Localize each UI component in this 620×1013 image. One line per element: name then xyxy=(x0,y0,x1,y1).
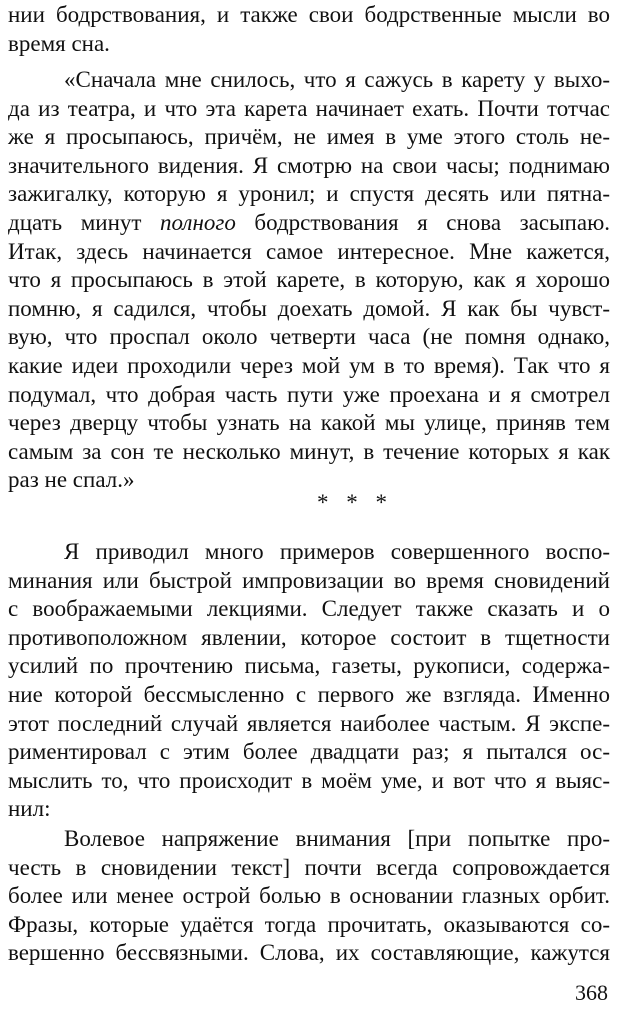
text-line: Волевое напряжение внимания [при попытке про- xyxy=(64,826,610,851)
text-line: Итак, здесь начинается самое интересное. Мне кажется, xyxy=(8,238,610,264)
text-line: вершенно бессвязными. Слова, их составляющие, кажутся xyxy=(8,940,610,966)
text-line: какие идеи проходили через мой ум в то время). Так что я xyxy=(8,352,610,378)
text-line: значительного видения. Я смотрю на свои часы; поднимаю xyxy=(8,152,610,178)
paragraph-examples xyxy=(8,538,610,824)
text-line: Я приводил много примеров совершенного воспо- xyxy=(64,539,610,564)
text-line: ние которой бессмысленно с первого же взгляда. Именно xyxy=(8,681,610,707)
text-line: что я просыпаюсь в этой карете, в которую, как я хорошо xyxy=(8,267,610,293)
text-line: нии бодрствования, и также свои бодрственные мысли во xyxy=(8,2,610,27)
section-separator: * * * xyxy=(317,490,393,515)
text-line: помню, я садился, чтобы доехать домой. Я как бы чувст- xyxy=(8,295,610,321)
text-line: риментировал с этим более двадцати раз; я пытался ос- xyxy=(8,739,610,765)
text-line: раз не спал.» xyxy=(8,467,135,493)
paragraph-quote-dream xyxy=(8,66,610,495)
text-line: этот последний случай является наиболее частым. Я экспе- xyxy=(8,710,610,736)
text-line: более или менее острой болью в основании глазных орбит. xyxy=(8,883,610,909)
text-line: с воображаемыми лекциями. Следует также сказать и о xyxy=(8,596,610,622)
text-line: зажигалку, которую я уронил; и спустя десять или пятна- xyxy=(8,181,610,207)
text-line: мыслить то, что происходит в моём уме, и вот что я выяс- xyxy=(8,767,610,793)
text-line: нил: xyxy=(8,796,51,822)
text-line: через дверцу чтобы узнать на какой мы улице, приняв тем xyxy=(8,410,610,436)
text-line: вую, что проспал около четверти часа (не помня однако, xyxy=(8,324,610,350)
text-line: подумал, что добрая часть пути уже проехана и я смотрел xyxy=(8,381,610,407)
text-line: самым за сон те несколько минут, в течение которых я как xyxy=(8,438,610,464)
text-line: же я просыпаюсь, причём, не имея в уме этого столь не- xyxy=(8,124,610,150)
text-line: время сна. xyxy=(8,30,110,56)
text-line: противоположном явлении, которое состоит в тщетности xyxy=(8,624,610,650)
text-line: Фразы, которые удаётся тогда прочитать, оказываются со- xyxy=(8,911,610,937)
text-line-with-italic xyxy=(8,209,610,238)
paragraph-volition xyxy=(8,825,610,968)
text-segment: бодрствования я снова засыпаю. xyxy=(254,209,611,235)
text-line: усилий по прочтению письма, газеты, рукописи, содержа- xyxy=(8,653,610,679)
text-line: минания или быстрой импровизации во время сновидений xyxy=(8,567,610,593)
text-line: честь в сновидении текст] почти всегда сопровождается xyxy=(8,854,610,880)
text-line: «Сначала мне снилось, что я сажусь в карету у выхо- xyxy=(64,67,610,92)
page-number: 368 xyxy=(575,980,608,1005)
italic-word: полного xyxy=(160,209,236,235)
paragraph-continuation xyxy=(8,1,610,58)
text-segment: дцать минут xyxy=(8,209,160,235)
text-line: да из театра, и что эта карета начинает ехать. Почти тотчас xyxy=(8,95,610,121)
